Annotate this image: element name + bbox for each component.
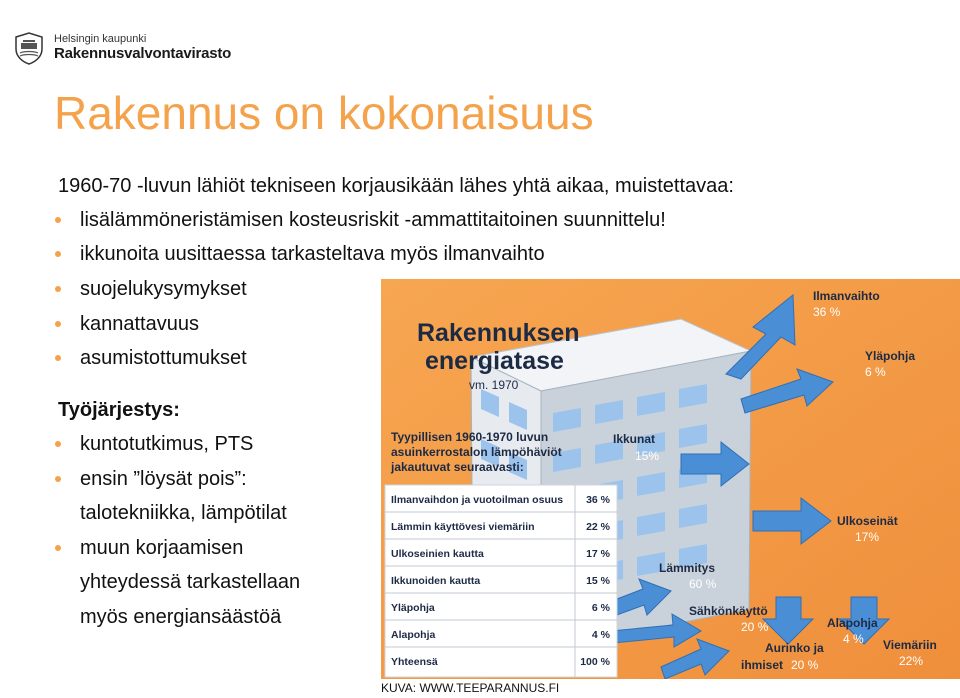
list-item: suojelukysymykset: [80, 278, 247, 300]
bullet-marker: [55, 441, 61, 447]
table-row-label: Alapohja: [391, 629, 436, 641]
callout-ilmanvaihto-label: Ilmanvaihto: [813, 289, 880, 303]
table-row-value: 100 %: [580, 656, 610, 668]
table-row-value: 6 %: [591, 602, 610, 614]
list-item-continuation: yhteydessä tarkastellaan: [80, 571, 301, 593]
table-row-value: 17 %: [586, 548, 610, 560]
heat-loss-table: [385, 485, 617, 677]
list-item: kuntotutkimus, PTS: [80, 433, 254, 455]
department-name: Rakennusvalvontavirasto: [54, 44, 232, 62]
callout-ylapohja-label: Yläpohja: [865, 349, 916, 363]
bullet-marker: [55, 251, 61, 257]
page-title: Rakennus on kokonaisuus: [54, 87, 594, 139]
callout-ulkoseinat-label: Ulkoseinät: [837, 514, 898, 528]
figure-intro-line: Tyypillisen 1960-1970 luvun: [391, 430, 549, 444]
table-row-label: Lämmin käyttövesi viemäriin: [391, 521, 535, 533]
figure-intro-line: asuinkerrostalon lämpöhäviöt: [391, 445, 562, 459]
list-item: muun korjaamisen: [80, 537, 244, 559]
figure-intro-line: jakautuvat seuraavasti:: [391, 460, 524, 474]
callout-ylapohja-value: 6 %: [865, 365, 886, 379]
city-name: Helsingin kaupunki: [54, 33, 147, 46]
list-item: ensin ”löysät pois”:: [80, 468, 247, 490]
callout-viemariin-value: 22%: [899, 654, 924, 668]
callout-aurinko-label: Aurinko ja: [765, 641, 824, 655]
list-item-continuation: talotekniikka, lämpötilat: [80, 502, 287, 524]
energy-balance-illustration: [381, 279, 960, 679]
bullet-marker: [55, 321, 61, 327]
callout-alapohja-label: Alapohja: [827, 616, 878, 630]
bullet-marker: [55, 545, 61, 551]
callout-ikkunat-label: Ikkunat: [613, 432, 656, 446]
table-row-value: 36 %: [586, 494, 610, 506]
table-row-label: Yhteensä: [391, 656, 438, 668]
bullet-marker: [55, 476, 61, 482]
figure-title-line1: Rakennuksen: [417, 319, 580, 347]
list-item: asumistottumukset: [80, 347, 247, 369]
callout-alapohja-value: 4 %: [843, 632, 864, 646]
table-row-value: 22 %: [586, 521, 610, 533]
callout-lammitys-label: Lämmitys: [659, 561, 716, 575]
list-item: ikkunoita uusittaessa tarkasteltava myös ilmanvaihto: [80, 243, 545, 265]
table-row-label: Ilmanvaihdon ja vuotoilman osuus: [391, 494, 564, 506]
callout-aurinko-label-2: ihmiset: [741, 658, 784, 672]
callout-lammitys-value: 60 %: [689, 577, 717, 591]
intro-text: 1960-70 -luvun lähiöt tekniseen korjausikään lähes yhtä aikaa, muistettavaa:: [58, 175, 734, 197]
callout-sahkonkaytto-value: 20 %: [741, 620, 769, 634]
table-row-label: Yläpohja: [391, 602, 435, 614]
list-item: kannattavuus: [80, 313, 199, 335]
callout-ilmanvaihto-value: 36 %: [813, 305, 841, 319]
table-row-label: Ikkunoiden kautta: [391, 575, 481, 587]
helsinki-crest-logo: [14, 31, 44, 65]
list-item: lisälämmöneristämisen kosteusriskit -ammattitaitoinen suunnittelu!: [80, 209, 666, 231]
table-row-value: 15 %: [586, 575, 610, 587]
table-row-label: Ulkoseinien kautta: [391, 548, 484, 560]
callout-ulkoseinat-value: 17%: [855, 530, 880, 544]
table-row-value: 4 %: [591, 629, 610, 641]
list-item-continuation: myös energiansäästöä: [80, 606, 282, 628]
callout-ikkunat-value: 15%: [635, 449, 660, 463]
callout-aurinko-value: 20 %: [791, 658, 819, 672]
bullet-marker: [55, 355, 61, 361]
figure-title-line2: energiatase: [425, 347, 564, 375]
header: [14, 30, 231, 66]
section-heading: Työjärjestys:: [58, 399, 180, 421]
bullet-marker: [55, 286, 61, 292]
energy-balance-figure: [381, 279, 960, 679]
image-credit: KUVA: WWW.TEEPARANNUS.FI: [381, 681, 560, 695]
figure-subtitle: vm. 1970: [469, 378, 519, 392]
callout-sahkonkaytto-label: Sähkönkäyttö: [689, 604, 768, 618]
bullet-marker: [55, 217, 61, 223]
callout-viemariin-label: Viemäriin: [883, 638, 937, 652]
